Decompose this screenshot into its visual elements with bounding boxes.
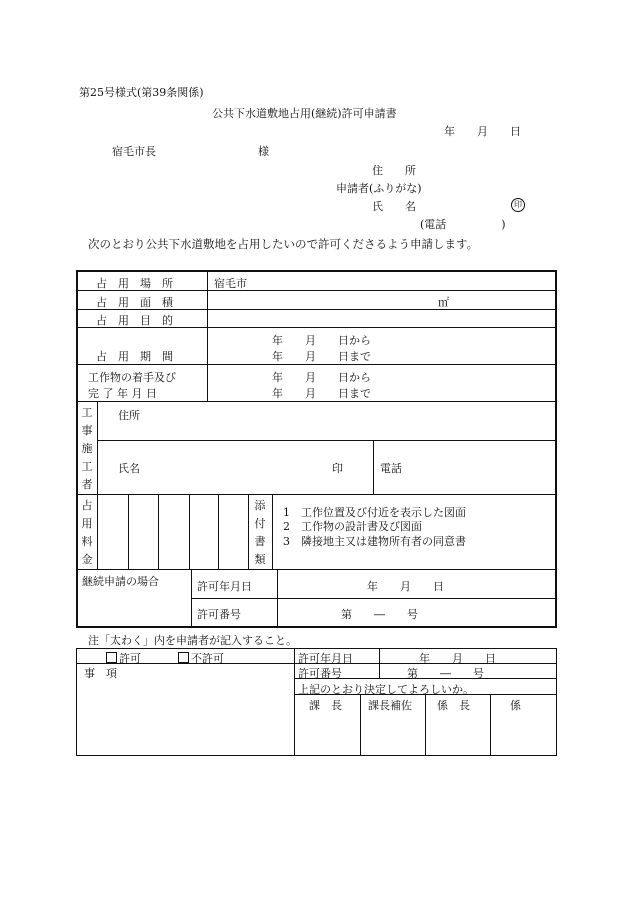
stamp-deputy-chief: 課長補佐	[368, 699, 412, 712]
place-value[interactable]: 宿毛市	[214, 277, 247, 290]
seal-icon	[511, 197, 525, 212]
work-from[interactable]: 年 月 日から	[272, 371, 371, 384]
attach-label: 添付書類	[254, 499, 266, 566]
intro-text: 次のとおり公共下水道敷地を占用したいので許可くださるよう申請します。	[88, 237, 479, 251]
attachment-3: 3 隣接地主又は建物所有者の同意書	[283, 535, 466, 548]
permit-no-value[interactable]: 第 ― 号	[341, 608, 418, 621]
purpose-label: 占 用 目 的	[96, 314, 173, 327]
approve-label: 許可	[119, 652, 141, 665]
honorific: 様	[258, 145, 269, 158]
office-permit-date-label: 許可年月日	[298, 652, 353, 665]
note-text: 注「太わく」内を申請者が記入すること。	[88, 634, 297, 647]
contractor-phone-label: 電話	[380, 462, 402, 475]
period-to[interactable]: 年 月 日まで	[272, 350, 371, 363]
area-label: 占 用 面 積	[96, 296, 173, 309]
work-to[interactable]: 年 月 日まで	[272, 387, 371, 400]
place-label: 占 用 場 所	[96, 277, 173, 290]
permit-no-label: 許可番号	[197, 608, 241, 621]
work-label-2: 完 了 年 月 日	[88, 387, 157, 400]
seal-mark: 印	[511, 198, 525, 212]
contractor-name-label: 氏名	[118, 462, 140, 475]
matter-label: 事 項	[84, 667, 117, 680]
work-label-1: 工作物の着手及び	[88, 371, 176, 384]
office-permit-date-value[interactable]: 年 月 日	[419, 652, 496, 665]
reject-checkbox[interactable]	[178, 652, 189, 663]
attachment-1: 1 工作位置及び付近を表示した図面	[283, 506, 466, 519]
contractor-address-label: 住所	[118, 409, 140, 422]
period-label: 占 用 期 間	[96, 350, 173, 363]
applicant-phone-label[interactable]: (電話 )	[420, 218, 506, 231]
approve-checkbox[interactable]	[106, 652, 117, 663]
date-line[interactable]: 年 月 日	[444, 125, 521, 138]
permit-date-label: 許可年月日	[197, 580, 252, 593]
applicant-name-label: 氏 名	[372, 200, 416, 213]
reject-option[interactable]	[178, 650, 224, 666]
decision-text: 上記のとおり決定してよろしいか。	[298, 683, 474, 696]
contractor-label: 工事施工者	[81, 406, 93, 491]
stamp-section-chief: 課 長	[309, 699, 342, 712]
reject-label: 不許可	[191, 652, 224, 665]
contractor-seal: 印	[332, 462, 343, 475]
form-title: 公共下水道敷地占用(継続)許可申請書	[212, 107, 397, 120]
form-number: 第25号様式(第39条関係)	[79, 86, 204, 99]
fee-label: 占用料金	[81, 499, 93, 566]
office-permit-no-label: 許可番号	[298, 667, 342, 680]
approve-option[interactable]	[106, 650, 141, 666]
applicant-address-label: 住 所	[372, 164, 416, 177]
applicant-furigana-label: 申請者(ふりがな)	[336, 182, 422, 195]
office-permit-no-value[interactable]: 第 ― 号	[407, 667, 484, 680]
attachment-2: 2 工作物の設計書及び図面	[283, 520, 422, 533]
area-unit: ㎡	[438, 296, 449, 309]
period-from[interactable]: 年 月 日から	[272, 334, 371, 347]
stamp-subsection-chief: 係 長	[437, 699, 470, 712]
stamp-staff: 係	[510, 699, 521, 712]
recipient: 宿毛市長	[112, 145, 156, 158]
renewal-label: 継続申請の場合	[82, 575, 159, 588]
permit-date-value[interactable]: 年 月 日	[367, 580, 444, 593]
